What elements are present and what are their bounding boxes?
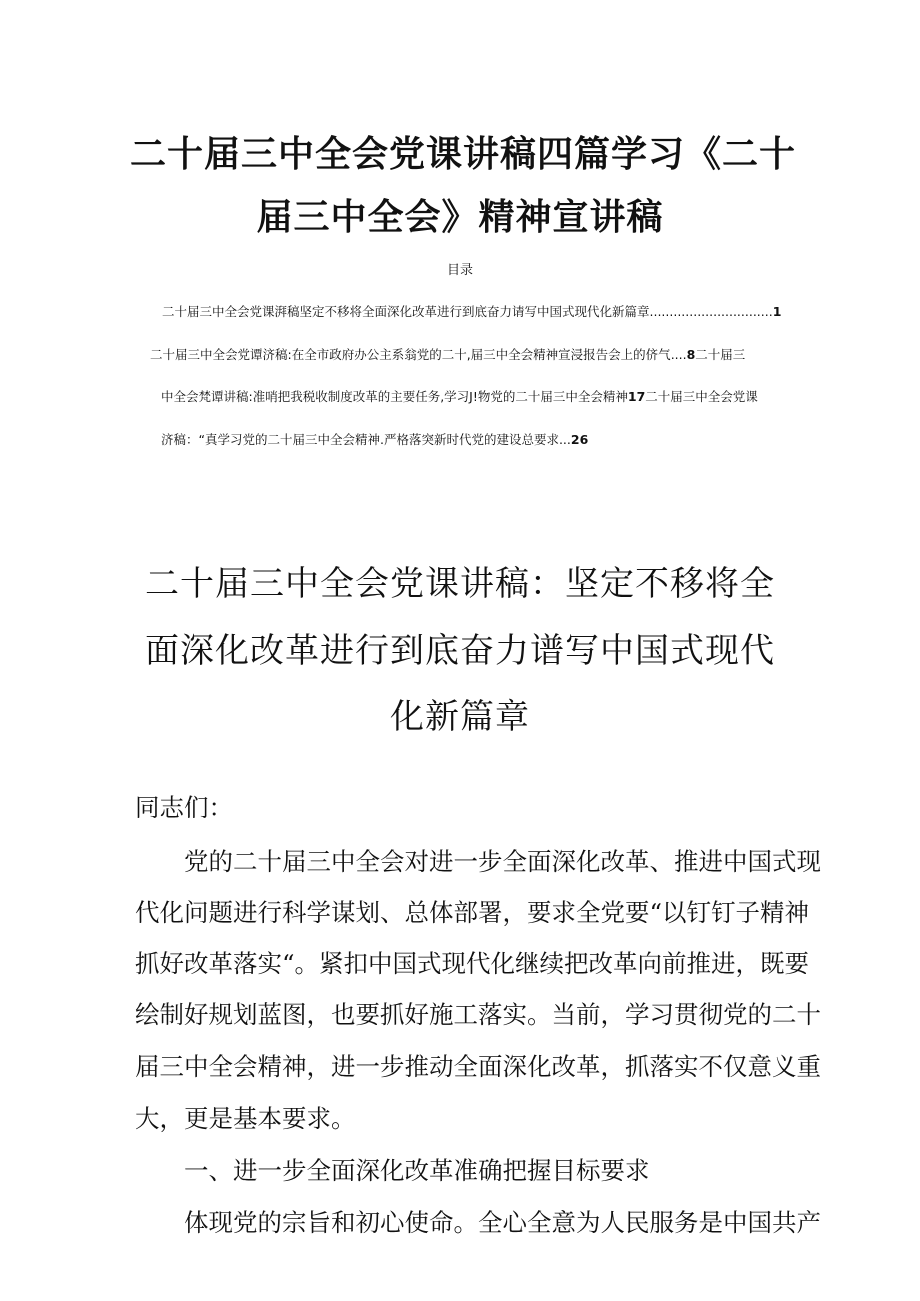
body-line: 抓好改革落实“。紧扣中国式现代化继续把改革向前推进，既要: [135, 949, 810, 978]
subheading: 一、进一步全面深化改革准确把握目标要求: [135, 1156, 650, 1185]
toc-entry-1[interactable]: [162, 302, 781, 320]
toc-entry-page: 1: [772, 304, 782, 319]
toc-entry-dots: ...............................: [649, 304, 773, 319]
toc-entry-text: 二十届三中全会党谭济稿:在全市政府办公主系翁党的二十,届三中全会精神宣浸报告会上的侪气: [150, 347, 671, 362]
toc-entry-text: 中全会梵谭讲稿:准哨把我税收制度改革的主要任务,学习J!物党的二十届三中全会精神: [161, 389, 628, 404]
section-title-line-2: 面深化改革进行到底奋力谱写中国式现代: [145, 631, 775, 671]
toc-entry-page: 17: [627, 389, 646, 404]
body-line: 届三中全会精神，进一步推动全面深化改革，抓落实不仅意义重: [135, 1052, 821, 1081]
body-line: 党的二十届三中全会对进一步全面深化改革、推进中国式现: [135, 847, 821, 876]
body-line: 体现党的宗旨和初心使命。全心全意为人民服务是中国共产: [135, 1208, 821, 1237]
toc-entry-tail: 二十届三: [695, 347, 746, 362]
body-line: 绘制好规划蓝图，也要抓好施工落实。当前，学习贯彻党的二十: [135, 1000, 821, 1029]
body-line: 大，更是基本要求。: [135, 1104, 356, 1133]
section-title-line-3: 化新篇章: [390, 697, 530, 737]
document-title-line-1: 二十届三中全会党课讲稿四篇学习《二十: [130, 134, 797, 175]
toc-entry-4[interactable]: [161, 430, 588, 448]
salutation: 同志们：: [135, 793, 233, 822]
body-line: 代化问题进行科学谋划、总体部署，要求全党要“以钉钉子精神: [135, 898, 810, 927]
toc-heading: 目录: [446, 263, 473, 278]
document-title-line-2: 届三中全会》精神宣讲稿: [256, 197, 664, 238]
toc-entry-2[interactable]: [150, 345, 745, 363]
toc-entry-dots: ....: [670, 347, 687, 362]
toc-entry-page: 8: [686, 347, 696, 362]
toc-entry-text: 济稿：“真学习党的二十届三中全会精神.严格落突新时代党的建设总要求...: [161, 432, 571, 447]
toc-entry-3[interactable]: [161, 387, 758, 405]
toc-entry-tail: 二十届三中全会党课: [645, 389, 758, 404]
toc-entry-text: 二十届三中全会党课湃稿坚定不移将全面深化改革进行到底奋力请写中国式现代化新篇章: [162, 304, 650, 319]
toc-entry-page: 26: [570, 432, 589, 447]
section-title-line-1: 二十届三中全会党课讲稿：坚定不移将全: [145, 564, 775, 604]
